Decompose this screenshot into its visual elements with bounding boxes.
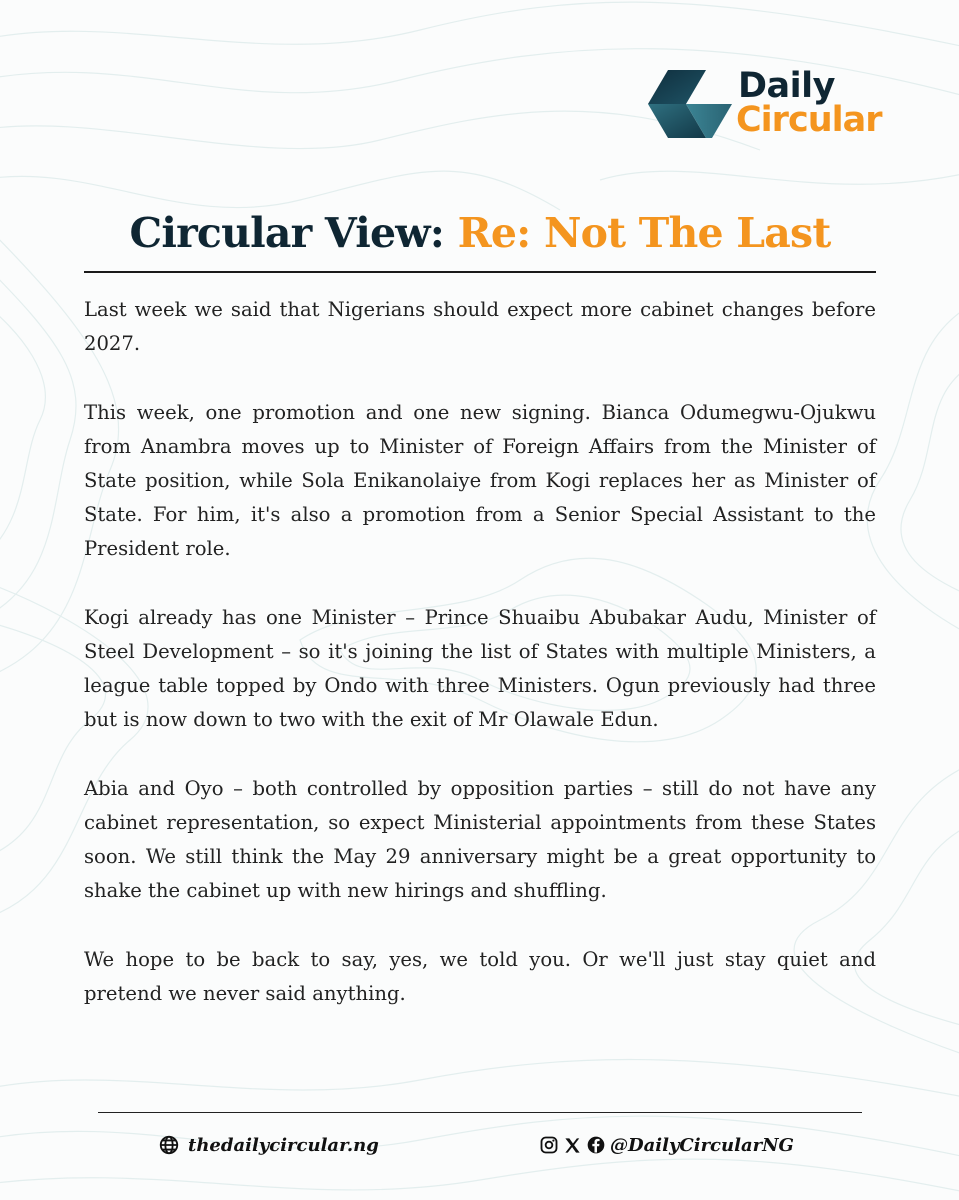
social-handle[interactable]: @DailyCircularNG [610,1134,794,1156]
title-divider [84,271,876,273]
facebook-icon[interactable] [586,1135,606,1155]
title-highlight: Re: Not The Last [457,209,831,257]
title-prefix: Circular View: [129,209,445,257]
brand-logo [648,66,898,142]
website-link[interactable]: thedailycircular.ng [188,1134,379,1156]
brand-mark-icon [648,70,732,138]
brand-name-circular: Circular [736,100,882,140]
footer-divider [98,1112,862,1113]
footer-website[interactable] [158,1131,379,1159]
article-body [84,293,876,1045]
paragraph: Kogi already has one Minister – Prince Shuaibu Abubakar Audu, Minister of Steel Development – so it's joining the list of States with multiple Ministers, a league table topped by Ondo with three Ministers. Ogun previously had three but is now down to two with the exit of Mr Olawale Edun. [84,605,876,732]
article-title [84,206,876,260]
footer-social [539,1131,794,1159]
instagram-icon[interactable] [539,1135,559,1155]
paragraph: We hope to be back to say, yes, we told you. Or we'll just stay quiet and pretend we never said anything. [84,947,876,1005]
x-icon[interactable] [563,1136,582,1155]
paragraph: Last week we said that Nigerians should expect more cabinet changes before 2027. [84,298,876,356]
paragraph: This week, one promotion and one new signing. Bianca Odumegwu-Ojukwu from Anambra moves up to Minister of Foreign Affairs from the Minister of State position, while Sola Enikanolaiye from Kogi replaces her as Minister of State. For him, it's also a promotion from a Senior Special Assistant to the President role. [84,400,876,561]
brand-name-daily: Daily [738,66,835,106]
paragraph: Abia and Oyo – both controlled by opposition parties – still do not have any cabinet representation, so expect Ministerial appointments from these States soon. We still think the May 29 anniversary might be a great opportunity to shake the cabinet up with new hirings and shuffling. [84,776,876,903]
globe-icon [158,1134,180,1156]
